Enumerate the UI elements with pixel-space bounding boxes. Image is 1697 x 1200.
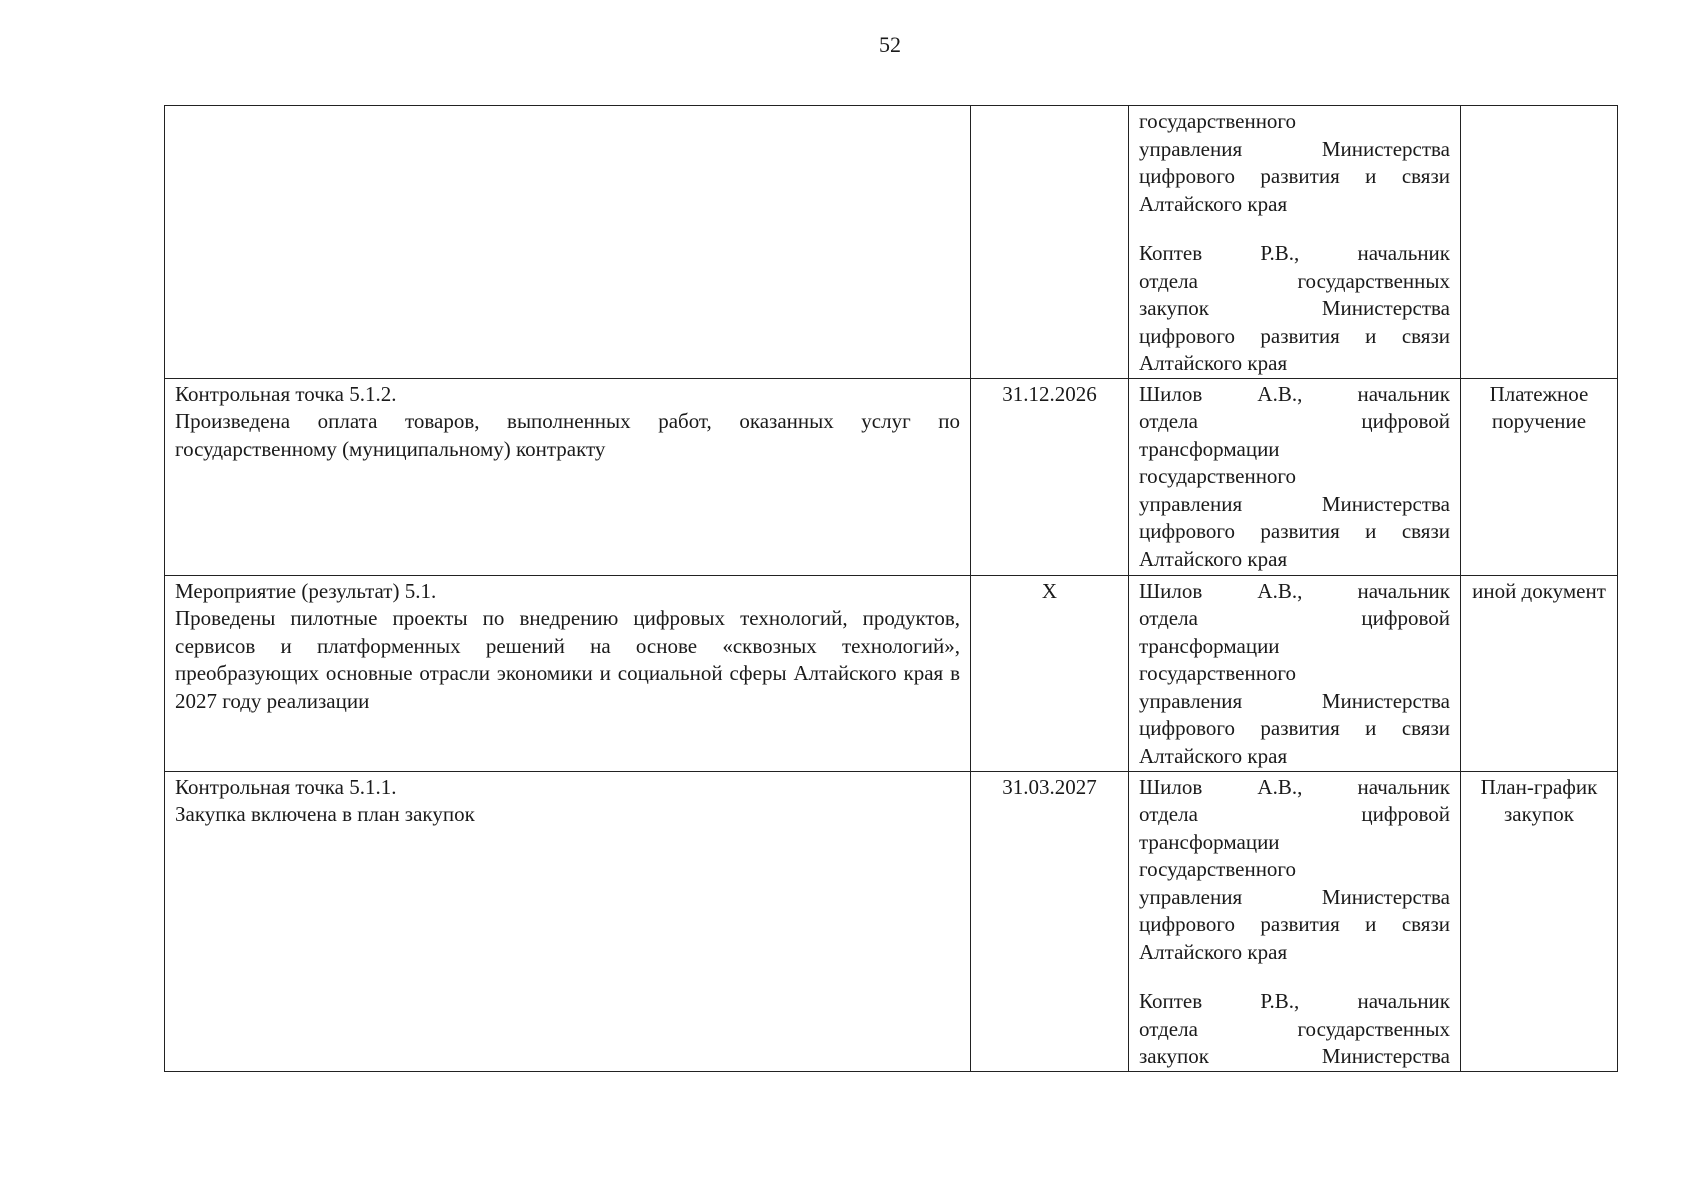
date-cell: 31.03.2027 [971, 771, 1129, 1071]
table-row [165, 771, 1618, 1071]
date-cell: 31.12.2026 [971, 378, 1129, 575]
table-row [165, 575, 1618, 771]
responsible-line: трансформации [1139, 436, 1280, 461]
page-number: 52 [879, 32, 901, 57]
row-body: Закупка включена в план закупок [175, 802, 475, 826]
responsible-person [1139, 988, 1450, 1071]
responsible-line: Коптев Р.В., начальник [1139, 989, 1450, 1013]
responsible-line: управления Министерства [1139, 136, 1450, 161]
responsible-line: управления Министерства [1139, 491, 1450, 516]
responsible-line: Алтайского края [1139, 743, 1288, 768]
responsible-line: управления Министерства [1139, 884, 1450, 909]
responsible-person [1139, 108, 1450, 218]
responsible-line: Шилов А.В., начальник [1139, 381, 1450, 406]
responsible-person [1139, 240, 1450, 378]
responsible-line: отдела цифровой [1139, 409, 1450, 433]
row-body: Произведена оплата товаров, выполненных работ, оказанных услуг по государственному (муниципальному) контракту [175, 409, 960, 461]
responsible-cell [1129, 771, 1461, 1071]
description-cell [165, 378, 971, 575]
row-title: Контрольная точка 5.1.2. [175, 381, 397, 406]
responsible-line: государственного [1139, 464, 1297, 488]
responsible-cell [1129, 106, 1461, 379]
responsible-line: закупок Министерства [1139, 1044, 1450, 1068]
responsible-line: отдела цифровой [1139, 606, 1450, 630]
responsible-line: отдела государственных [1139, 268, 1450, 293]
document-cell: Платежное поручение [1461, 378, 1618, 575]
description-cell [165, 575, 971, 771]
responsible-line: Коптев Р.В., начальник [1139, 241, 1450, 265]
responsible-person [1139, 578, 1450, 771]
date-cell [971, 106, 1129, 379]
responsible-line: трансформации [1139, 633, 1280, 658]
responsible-line: цифрового развития и связи [1139, 164, 1450, 188]
row-title: Контрольная точка 5.1.1. [175, 774, 397, 799]
responsible-line: государственного [1139, 661, 1297, 685]
responsible-line: государственного [1139, 109, 1297, 133]
responsible-line: Алтайского края [1139, 546, 1288, 571]
date-cell: X [971, 575, 1129, 771]
responsible-line: цифрового развития и связи [1139, 323, 1450, 348]
responsible-cell [1129, 378, 1461, 575]
responsible-line: закупок Министерства [1139, 296, 1450, 320]
table-row [165, 106, 1618, 379]
responsible-line: цифрового развития и связи [1139, 519, 1450, 543]
document-cell: иной документ [1461, 575, 1618, 771]
description-cell [165, 771, 971, 1071]
table-row [165, 378, 1618, 575]
responsible-line: Шилов А.В., начальник [1139, 578, 1450, 603]
responsible-person [1139, 381, 1450, 574]
responsible-line: цифрового развития и связи [1139, 912, 1450, 936]
responsible-line: Алтайского края [1139, 191, 1288, 216]
responsible-line: государственного [1139, 857, 1297, 881]
responsible-line: трансформации [1139, 829, 1280, 854]
responsible-line: цифрового развития и связи [1139, 716, 1450, 740]
responsible-line: управления Министерства [1139, 688, 1450, 713]
row-body: Проведены пилотные проекты по внедрению цифровых технологий, продуктов, сервисов и платформенных решений на основе «сквозных технологий», преобразующих основные отрасли экономики и социальной сферы Алтайского края в 2027 году реализации [175, 606, 960, 713]
responsible-line: Алтайского края [1139, 351, 1288, 375]
description-cell [165, 106, 971, 379]
plan-table [164, 105, 1618, 1072]
responsible-person [1139, 774, 1450, 967]
responsible-cell [1129, 575, 1461, 771]
responsible-line: отдела государственных [1139, 1016, 1450, 1041]
responsible-line: Шилов А.В., начальник [1139, 774, 1450, 799]
document-cell: План-график закупок [1461, 771, 1618, 1071]
responsible-line: Алтайского края [1139, 939, 1288, 964]
row-title: Мероприятие (результат) 5.1. [175, 578, 437, 603]
document-cell [1461, 106, 1618, 379]
responsible-line: отдела цифровой [1139, 802, 1450, 826]
